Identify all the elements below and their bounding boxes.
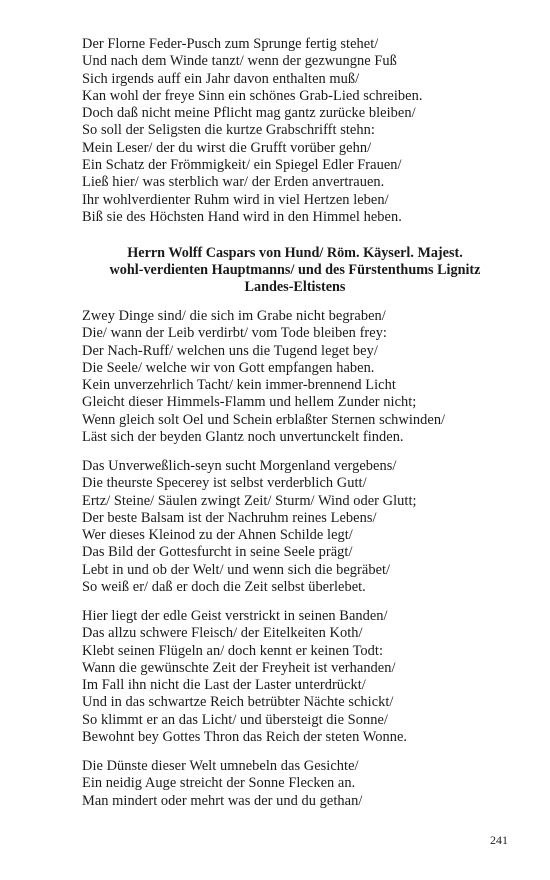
heading-line: Landes-Eltistens (244, 279, 346, 296)
verse-line: So weiß er/ daß er doch die Zeit selbst überlebet. (82, 579, 366, 596)
verse-line: Die theurste Specerey ist selbst verderblich Gutt/ (82, 475, 367, 492)
stanza-1 (82, 308, 522, 446)
verse-line: Ein Schatz der Frömmigkeit/ ein Spiegel Edler Frauen/ (82, 157, 402, 174)
stanza-4 (82, 758, 522, 810)
verse-line: Sich irgends auff ein Jahr davon enthalten muß/ (82, 70, 360, 87)
stanza-2 (82, 458, 522, 596)
verse-line: Das allzu schwere Fleisch/ der Eitelkeiten Koth/ (82, 625, 363, 642)
stanza-3 (82, 608, 522, 746)
verse-line: Zwey Dinge sind/ die sich im Grabe nicht begraben/ (82, 308, 386, 324)
verse-line: Hier liegt der edle Geist verstrickt in seinen Banden/ (82, 608, 388, 624)
verse-line: Ertz/ Steine/ Säulen zwingt Zeit/ Sturm/ Wind oder Glutt; (82, 492, 417, 509)
verse-line: Ließ hier/ was sterblich war/ der Erden anvertrauen. (82, 174, 385, 191)
verse-line: Ihr wohlverdienter Ruhm wird in viel Hertzen leben/ (82, 191, 389, 208)
verse-line: Bewohnt bey Gottes Thron das Reich der steten Wonne. (82, 729, 408, 746)
verse-line: Läst sich der beyden Glantz noch unvertunckelt finden. (82, 429, 404, 446)
verse-line: Der Florne Feder-Pusch zum Sprunge fertig stehet/ (82, 36, 379, 52)
verse-line: Der beste Balsam ist der Nachruhm reines Lebens/ (82, 509, 377, 526)
verse-line: Man mindert oder mehrt was der und du gethan/ (82, 792, 363, 809)
verse-line: So soll der Seligsten die kurtze Grabschrifft stehn: (82, 122, 375, 139)
verse-line: Lebt in und ob der Welt/ und wenn sich die begräbet/ (82, 561, 391, 578)
verse-line: Und in das schwartze Reich betrübter Nächte schickt/ (82, 694, 394, 711)
verse-line: Im Fall ihn nicht die Last der Laster unterdrückt/ (82, 677, 366, 694)
verse-line: Und nach dem Winde tanzt/ wenn der gezwungne Fuß (82, 53, 397, 70)
verse-line: Wann die gewünschte Zeit der Freyheit ist verhanden/ (82, 659, 396, 676)
verse-line: Kein unverzehrlich Tacht/ kein immer-brennend Licht (82, 377, 396, 394)
verse-line: Ein neidig Auge streicht der Sonne Flecken an. (82, 775, 356, 792)
verse-line: Mein Leser/ der du wirst die Grufft vorüber gehn/ (82, 139, 372, 156)
verse-line: Klebt seinen Flügeln an/ doch kennt er keinen Todt: (82, 642, 384, 659)
verse-line: Das Unverweßlich-seyn sucht Morgenland vergebens/ (82, 458, 397, 474)
verse-line: Das Bild der Gottesfurcht in seine Seele prägt/ (82, 544, 353, 561)
verse-line: Wenn gleich solt Oel und Schein erblaßter Sternen schwinden/ (82, 411, 446, 428)
verse-line: Gleicht dieser Himmels-Flamm und hellem Zunder nicht; (82, 394, 417, 411)
verse-line: Wer dieses Kleinod zu der Ahnen Schilde legt/ (82, 527, 353, 544)
heading-line: wohl-verdienten Hauptmanns/ und des Fürstenthums Lignitz (109, 262, 481, 279)
verse-line: Biß sie des Höchsten Hand wird in den Himmel heben. (82, 208, 402, 225)
poem-closing-stanza (82, 36, 522, 226)
verse-line: Die Dünste dieser Welt umnebeln das Gesichte/ (82, 758, 359, 774)
poem-heading (82, 245, 508, 297)
verse-line: Die/ wann der Leib verdirbt/ vom Tode bleiben frey: (82, 325, 387, 342)
heading-line: Herrn Wolff Caspars von Hund/ Röm. Käyserl. Majest. (127, 245, 463, 261)
verse-line: So klimmt er an das Licht/ und übersteigt die Sonne/ (82, 711, 388, 728)
verse-line: Der Nach-Ruff/ welchen uns die Tugend leget bey/ (82, 342, 378, 359)
verse-line: Die Seele/ welche wir von Gott empfangen haben. (82, 359, 375, 376)
verse-line: Kan wohl der freye Sinn ein schönes Grab-Lied schreiben. (82, 87, 423, 104)
verse-line: Doch daß nicht meine Pflicht mag gantz zurücke bleiben/ (82, 105, 416, 122)
page-number: 241 (490, 833, 508, 847)
